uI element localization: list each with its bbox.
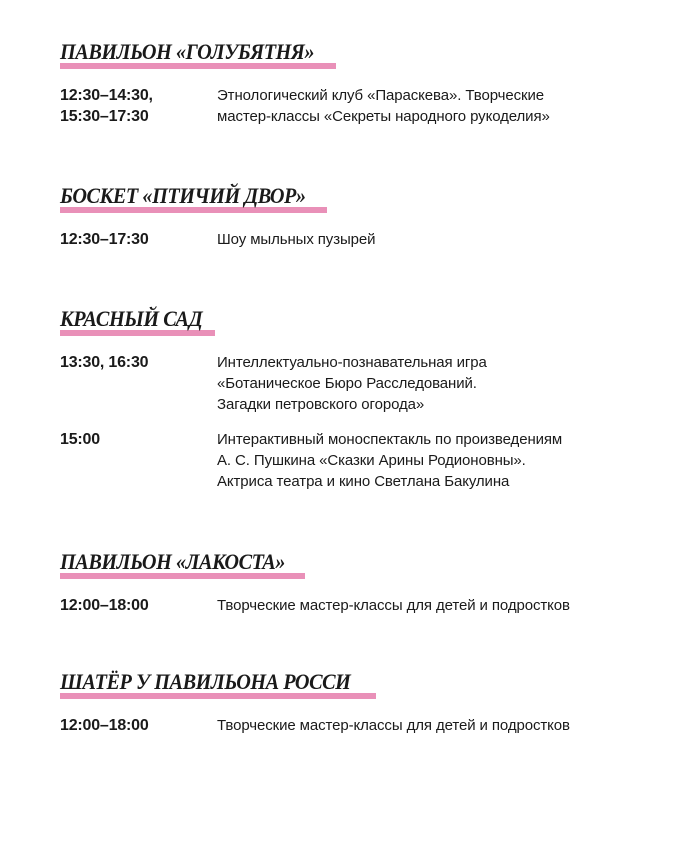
section-title: ШАТЁР У ПАВИЛЬОНА РОССИ xyxy=(60,669,351,694)
section-heading xyxy=(60,182,327,216)
section-heading xyxy=(60,668,376,702)
schedule-entry xyxy=(60,352,660,415)
section-title: БОСКЕТ «ПТИЧИЙ ДВОР» xyxy=(60,183,306,208)
entry-time: 15:00 xyxy=(60,431,100,448)
entry-time: 12:00–18:00 xyxy=(60,597,149,614)
section-krasny-sad xyxy=(60,305,660,492)
entry-description: Интерактивный моноспектакль по произведениям А. С. Пушкина «Сказки Арины Родионовны». Актриса театра и кино Светлана Бакулина xyxy=(217,431,563,490)
section-heading xyxy=(60,305,215,339)
schedule-entry xyxy=(60,595,660,616)
schedule-entry xyxy=(60,229,660,250)
schedule-entry xyxy=(60,715,660,736)
entry-time: 13:30, 16:30 xyxy=(60,354,149,371)
schedule-entry xyxy=(60,85,660,127)
entry-description: Творческие мастер-классы для детей и подростков xyxy=(217,717,570,734)
section-shatyor-u-pavilyona-rossi xyxy=(60,668,660,736)
section-pavilion-golubyatnya xyxy=(60,38,660,127)
section-bosket-ptichiy-dvor xyxy=(60,182,660,250)
section-pavilion-lakosta xyxy=(60,548,660,616)
entry-time: 12:00–18:00 xyxy=(60,717,149,734)
schedule-entry xyxy=(60,429,660,492)
section-heading xyxy=(60,548,305,582)
entry-time: 12:30–14:30, 15:30–17:30 xyxy=(60,87,153,125)
entry-description: Шоу мыльных пузырей xyxy=(217,231,376,248)
entry-description: Творческие мастер-классы для детей и подростков xyxy=(217,597,570,614)
entry-time: 12:30–17:30 xyxy=(60,231,149,248)
section-title: ПАВИЛЬОН «ГОЛУБЯТНЯ» xyxy=(60,39,315,64)
entry-description: Интеллектуально-познавательная игра «Ботаническое Бюро Расследований. Загадки петровского огорода» xyxy=(217,354,487,413)
entry-description: Этнологический клуб «Параскева». Творческие мастер-классы «Секреты народного рукоделия» xyxy=(217,87,550,125)
section-title: ПАВИЛЬОН «ЛАКОСТА» xyxy=(60,549,285,574)
section-heading xyxy=(60,38,336,72)
section-title: КРАСНЫЙ САД xyxy=(60,306,203,331)
